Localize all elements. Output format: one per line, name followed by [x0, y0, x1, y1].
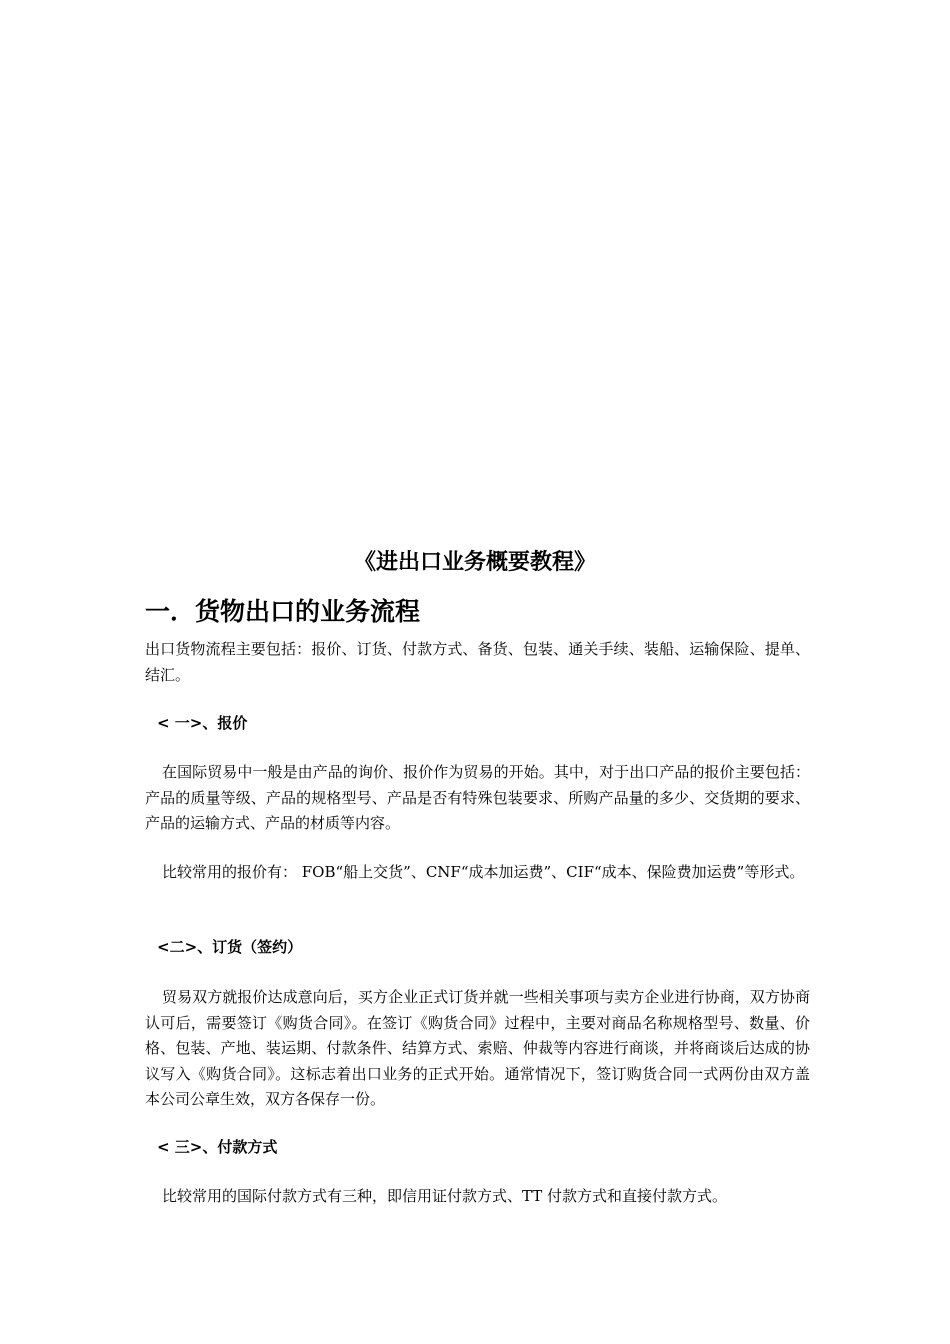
subsection-heading-ordering: <二>、订货（签约）	[157, 938, 303, 956]
document-title: 《进出口业务概要教程》	[353, 549, 596, 575]
subsection-heading-payment: < 三>、付款方式	[157, 1138, 278, 1156]
quotation-paragraph-2: 比较常用的报价有： FOB“船上交货”、CNF“成本加运费”、CIF“成本、保险费加运费”等形式。	[162, 863, 805, 881]
intro-paragraph: 出口货物流程主要包括：报价、订货、付款方式、备货、包装、通关手续、装船、运输保险、提单、结汇。	[145, 640, 810, 684]
quotation-paragraph-1: 在国际贸易中一般是由产品的询价、报价作为贸易的开始。其中，对于出口产品的报价主要包括：产品的质量等级、产品的规格型号、产品是否有特殊包装要求、所购产品量的多少、交货期的要求、产品的运输方式、产品的材质等内容。	[145, 763, 810, 832]
ordering-paragraph-1: 贸易双方就报价达成意向后，买方企业正式订货并就一些相关事项与卖方企业进行协商，双方协商认可后，需要签订《购货合同》。在签订《购货合同》过程中，主要对商品名称规格型号、数量、价格、包装、产地、装运期、付款条件、结算方式、索赔、仲裁等内容进行商谈，并将商谈后达成的协议写入《购货合同》。这标志着出口业务的正式开始。通常情况下，签订购货合同一式两份由双方盖本公司公章生效，双方各保存一份。	[145, 988, 810, 1108]
payment-paragraph-1: 比较常用的国际付款方式有三种，即信用证付款方式、TT 付款方式和直接付款方式。	[162, 1187, 728, 1205]
subsection-heading-quotation: < 一>、报价	[157, 714, 248, 732]
section-heading: 一．货物出口的业务流程	[145, 597, 421, 626]
